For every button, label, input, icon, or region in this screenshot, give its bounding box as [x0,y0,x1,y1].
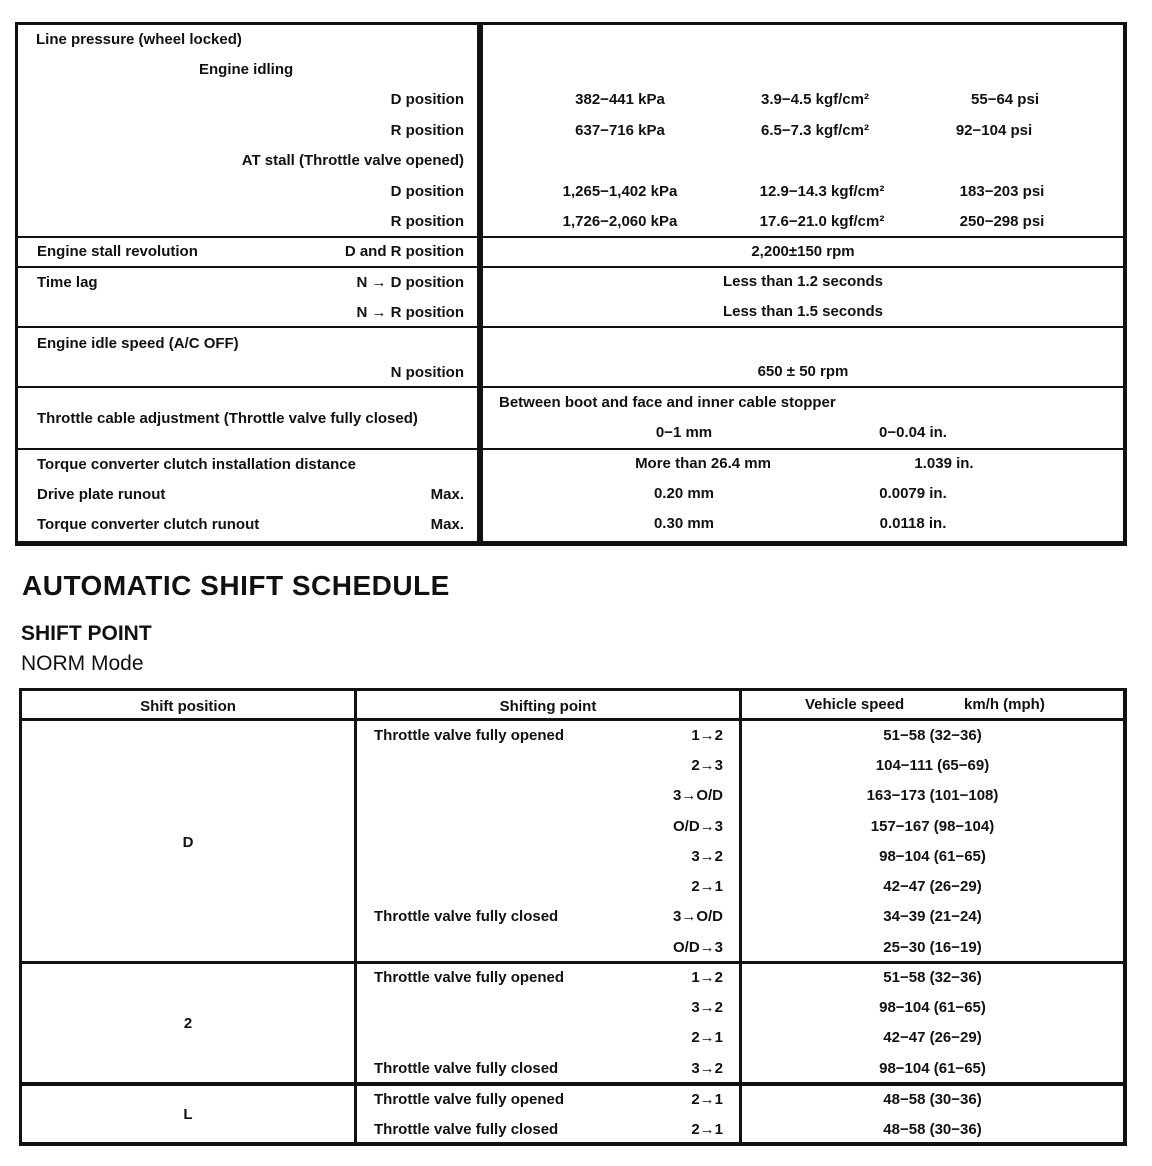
shift-row-shift: 3→O/D [672,787,723,804]
shift-row-shift: 2→1 [691,1029,723,1046]
shift-row-speed: 34−39 (21−24) [883,908,982,925]
shift-row-shift: 2→3 [691,757,723,774]
stall-rev-sub: D and R position [344,243,464,260]
shift-row-speed: 42−47 (26−29) [883,1029,982,1046]
shift-row-speed: 48−58 (30−36) [883,1091,982,1108]
time-lag-label: Time lag [37,274,98,291]
shift-row-condition: Throttle valve fully opened [374,727,565,744]
shift-row-shift: O/D→3 [672,939,723,956]
stall-r-kpa: 1,726−2,060 kPa [562,213,678,230]
shift-row-condition: Throttle valve fully opened [374,969,565,986]
idle-r-label: R position [390,122,464,139]
idle-speed-sub: N position [390,364,464,381]
shift-row-speed: 42−47 (26−29) [883,878,982,895]
shift-row-shift: 3→2 [691,1060,723,1077]
tc-install-mm: More than 26.4 mm [635,455,771,472]
idle-d-label: D position [390,91,464,108]
section-subtitle: SHIFT POINT [21,622,152,645]
section-title: AUTOMATIC SHIFT SCHEDULE [22,570,450,601]
drive-plate-in: 0.0079 in. [879,485,947,502]
throttle-cable-note: Between boot and face and inner cable stopper [499,394,836,411]
stall-d-kpa: 1,265−1,402 kPa [562,183,678,200]
group-2: 2 [183,1015,193,1032]
shift-row-condition: Throttle valve fully closed [374,908,559,925]
time-lag-nd-value: Less than 1.2 seconds [722,273,884,290]
group-d: D [182,834,194,851]
shift-row-speed: 98−104 (61−65) [879,999,986,1016]
throttle-cable-label: Throttle cable adjustment (Throttle valve fully closed) [37,410,418,427]
shift-row-shift: 2→1 [691,1121,723,1138]
shift-row-shift: 3→2 [691,999,723,1016]
shift-row-shift: O/D→3 [672,818,723,835]
time-lag-nd-label: N → D position [356,274,464,291]
idle-d-psi: 55−64 psi [971,91,1039,108]
shift-row-shift: 1→2 [691,969,723,986]
idle-r-kpa: 637−716 kPa [575,122,665,139]
shift-row-speed: 98−104 (61−65) [879,1060,986,1077]
shift-row-speed: 48−58 (30−36) [883,1121,982,1138]
shift-row-shift: 3→O/D [672,908,723,925]
tc-install-in: 1.039 in. [914,455,974,472]
shift-row-shift: 3→2 [691,848,723,865]
idle-speed-label: Engine idle speed (A/C OFF) [37,335,239,352]
header-speed-unit: km/h (mph) [964,696,1045,713]
stall-d-psi: 183−203 psi [959,183,1045,200]
header-vehicle-speed: Vehicle speed [805,696,905,713]
idle-speed-value: 650 ± 50 rpm [757,363,849,380]
stall-d-label: D position [390,183,464,200]
throttle-cable-mm: 0−1 mm [655,424,713,441]
stall-d-kgf: 12.9−14.3 kgf/cm² [759,183,885,200]
shift-row-speed: 98−104 (61−65) [879,848,986,865]
tc-runout-in: 0.0118 in. [879,515,947,532]
shift-row-speed: 51−58 (32−36) [883,727,982,744]
drive-plate-label: Drive plate runout [37,486,166,503]
shift-row-shift: 1→2 [691,727,723,744]
shift-row-shift: 2→1 [691,1091,723,1108]
drive-plate-max: Max. [430,486,464,503]
stall-r-psi: 250−298 psi [959,213,1045,230]
stall-rev-label: Engine stall revolution [37,243,198,260]
stall-rev-value: 2,200±150 rpm [751,243,855,260]
tc-install-label: Torque converter clutch installation distance [37,456,356,473]
stall-r-label: R position [390,213,464,230]
shift-row-condition: Throttle valve fully closed [374,1060,559,1077]
time-lag-nr-value: Less than 1.5 seconds [722,303,884,320]
idle-r-psi: 92−104 psi [955,122,1033,139]
stall-r-kgf: 17.6−21.0 kgf/cm² [759,213,885,230]
throttle-cable-in: 0−0.04 in. [879,424,947,441]
at-stall-label: AT stall (Throttle valve opened) [241,152,464,169]
time-lag-nr-label: N → R position [356,304,464,321]
mode-label: NORM Mode [21,652,144,675]
header-shifting-point: Shifting point [499,698,597,715]
shift-row-speed: 157−167 (98−104) [870,818,995,835]
line-pressure-title: Line pressure (wheel locked) [36,31,242,48]
header-shift-position: Shift position [140,698,236,715]
idle-r-kgf: 6.5−7.3 kgf/cm² [761,122,869,139]
shift-row-speed: 51−58 (32−36) [883,969,982,986]
idle-d-kgf: 3.9−4.5 kgf/cm² [761,91,869,108]
shift-row-condition: Throttle valve fully closed [374,1121,559,1138]
shift-row-speed: 104−111 (65−69) [875,757,990,774]
shift-row-condition: Throttle valve fully opened [374,1091,565,1108]
shift-row-speed: 163−173 (101−108) [866,787,999,804]
tc-runout-label: Torque converter clutch runout [37,516,260,533]
idle-d-kpa: 382−441 kPa [575,91,665,108]
tc-runout-mm: 0.30 mm [653,515,715,532]
shift-row-speed: 25−30 (16−19) [883,939,982,956]
tc-runout-max: Max. [430,516,464,533]
shift-row-shift: 2→1 [691,878,723,895]
drive-plate-mm: 0.20 mm [653,485,715,502]
group-l: L [183,1106,193,1123]
engine-idling-label: Engine idling [199,61,294,78]
